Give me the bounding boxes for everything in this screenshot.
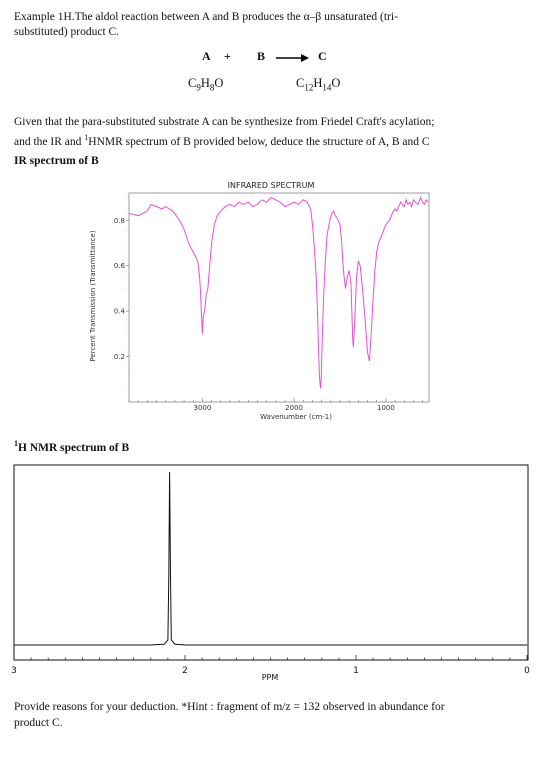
ir-x-tick-2000: 2000	[285, 404, 304, 412]
ir-x-axis-label: Wavenumber (cm-1)	[260, 413, 332, 421]
ir-y-tick-0.6: 0.6	[113, 262, 125, 271]
reactant-b-label: B	[257, 49, 266, 63]
formula-a: $C_9H_8O$	[188, 76, 224, 93]
nmr-x-tick-2: 2	[182, 666, 188, 676]
ir-spectrum-line	[129, 198, 428, 389]
ir-x-tick-1000: 1000	[376, 404, 395, 412]
given-line2: and the IR and $^1$HNMR spectrum of B provided below, deduce the structure of A, B and C	[14, 133, 430, 148]
nmr-section-title: $^1$H NMR spectrum of B	[14, 439, 130, 454]
ir-spectrum-chart	[80, 175, 440, 425]
footer-line2: product C.	[14, 717, 63, 729]
ir-y-tick-0.8: 0.8	[113, 216, 125, 225]
ir-y-axis-label: Percent Transmission (Transmittance)	[89, 230, 97, 362]
reactant-a-label: A	[202, 49, 211, 63]
nmr-plot-frame	[14, 465, 528, 660]
nmr-spectrum-chart	[0, 462, 542, 687]
nmr-x-tick-0: 0	[524, 666, 530, 676]
product-c-label: C	[318, 49, 327, 63]
nmr-x-tick-3: 3	[11, 666, 17, 676]
plus-sign: +	[224, 49, 231, 63]
ir-plot-frame	[129, 193, 429, 402]
ir-y-tick-0.2: 0.2	[113, 353, 125, 362]
problem-intro-line1: Example 1H.The aldol reaction between A and B produces the α–β unsaturated (tri-	[14, 11, 398, 23]
nmr-x-ticks	[14, 655, 527, 660]
reaction-arrow-icon	[276, 52, 310, 64]
formula-c: $C_{12}H_{14}O$	[296, 76, 341, 93]
given-line1: Given that the para-substituted substrate A can be synthesize from Friedel Craft's acylation;	[14, 116, 435, 128]
footer-line1: Provide reasons for your deduction. *Hint : fragment of m/z = 132 observed in abundance for	[14, 701, 445, 713]
nmr-spectrum-line	[14, 472, 527, 645]
nmr-x-axis-label: PPM	[261, 673, 279, 682]
ir-chart-title: INFRARED SPECTRUM	[227, 181, 315, 190]
ir-y-tick-0.4: 0.4	[113, 307, 125, 316]
ir-x-tick-3000: 3000	[193, 404, 212, 412]
ir-minor-ticks	[126, 198, 423, 402]
problem-intro-line2: substituted) product C.	[14, 26, 120, 38]
ir-section-title: IR spectrum of B	[14, 155, 99, 167]
nmr-x-tick-1: 1	[353, 666, 359, 676]
